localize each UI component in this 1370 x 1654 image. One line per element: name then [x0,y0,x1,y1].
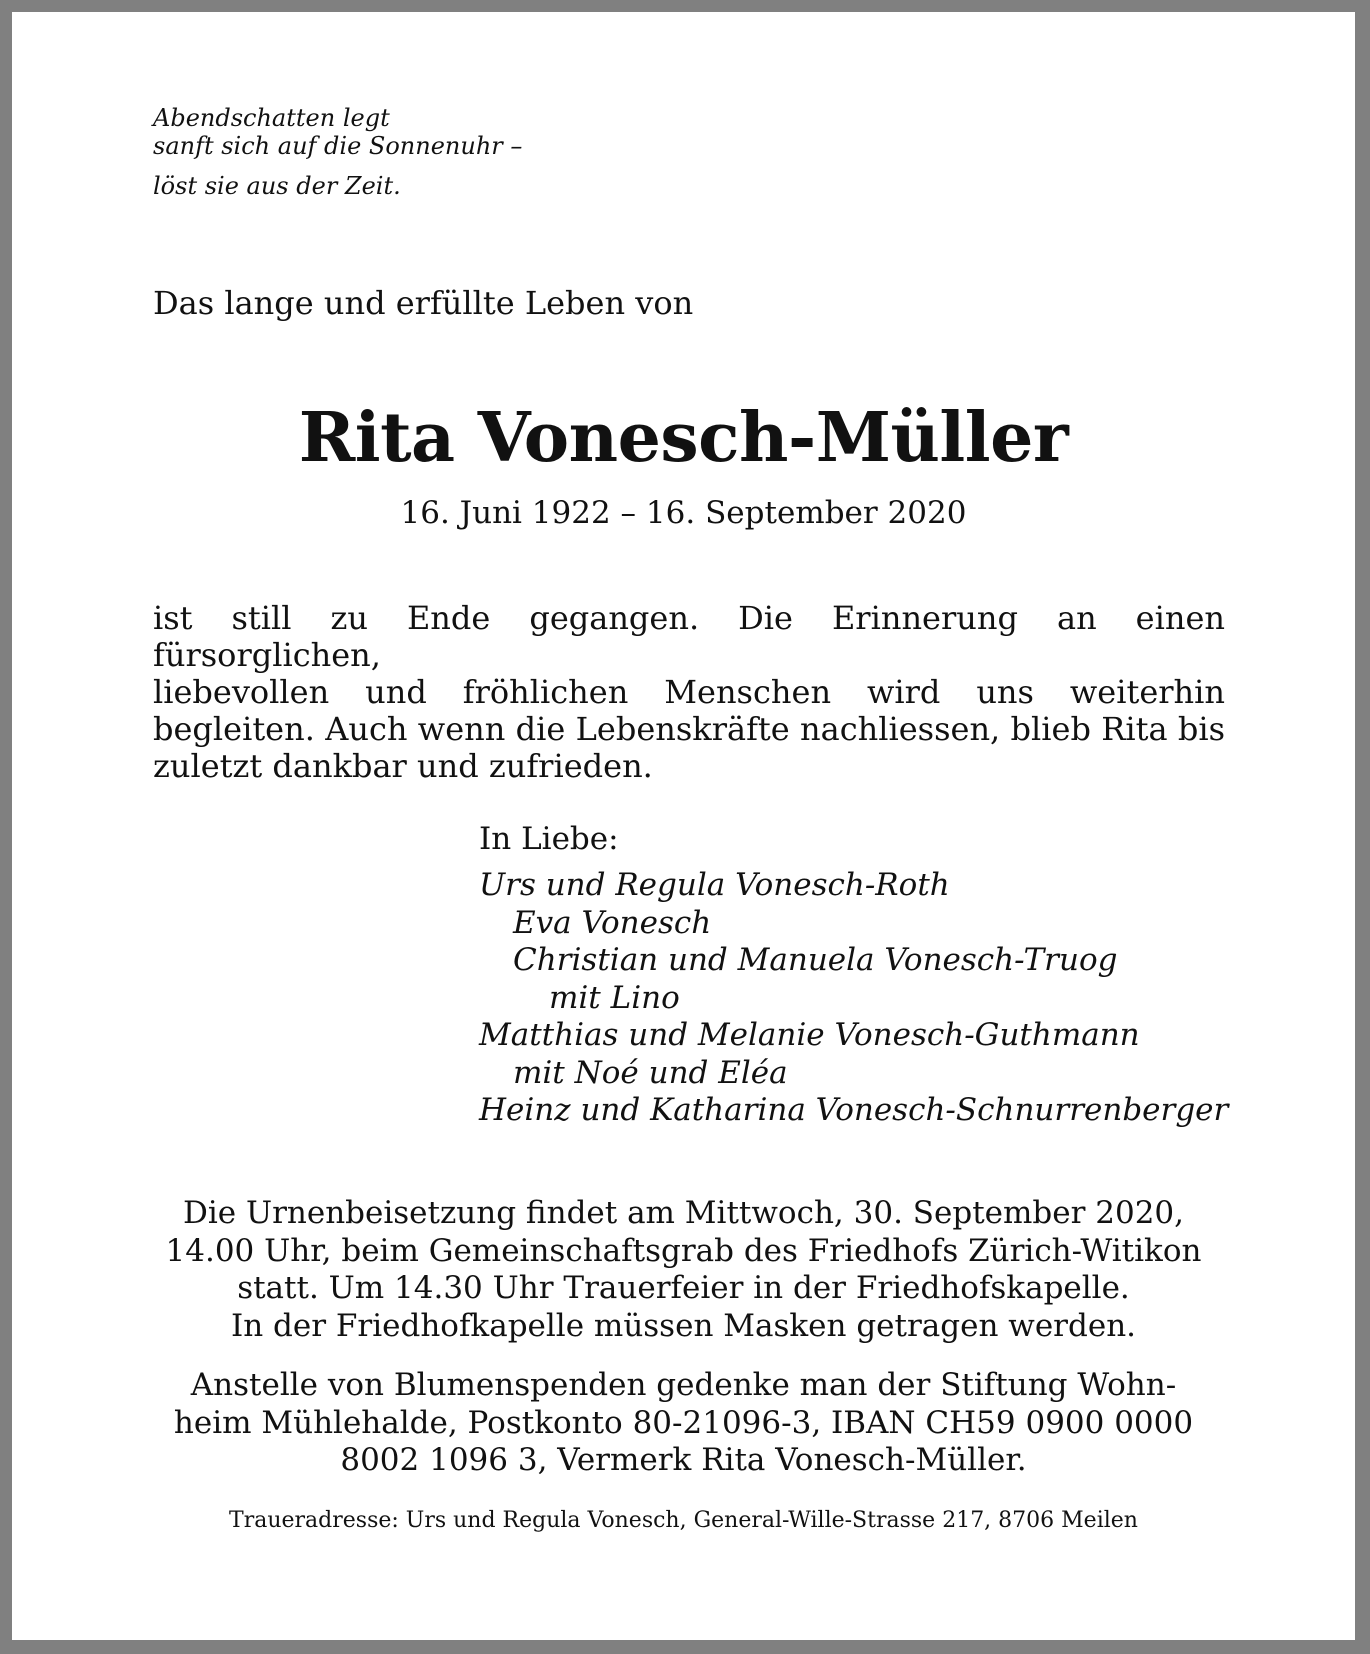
obituary-text-line: ist still zu Ende gegangen. Die Erinnerung an einen fürsorglichen, [153,599,1225,674]
mourner-entry: Matthias und Melanie Vonesch-Guthmann [479,1017,1140,1053]
obituary-text [153,600,1225,785]
obituary-page [12,12,1355,1640]
ceremony-line: statt. Um 14.30 Uhr Trauerfeier in der Friedhofskapelle. [237,1270,1130,1306]
mourning-address: Traueradresse: Urs und Regula Vonesch, General-Wille-Strasse 217, 8706 Meilen [229,1508,1138,1533]
ceremony-line: Die Urnenbeisetzung findet am Mittwoch, 30. September 2020, [182,1195,1185,1231]
donation-line: heim Mühlehalde, Postkonto 80-21096-3, IBAN CH59 0900 0000 [173,1404,1194,1441]
donation-line: Anstelle von Blumenspenden gedenke man der Stiftung Wohn- [190,1367,1177,1403]
ceremony-notice [12,1195,1355,1345]
poem-line: Abendschatten legt [153,104,390,132]
mourner-entry: mit Noé und Eléa [513,1054,788,1091]
poem-line: löst sie aus der Zeit. [153,172,401,200]
mourner-entry: mit Lino [549,979,680,1016]
life-dates: 16. Juni 1922 – 16. September 2020 [400,495,967,531]
donation-notice [12,1367,1355,1480]
donation-line: 8002 1096 3, Vermerk Rita Vonesch-Müller. [340,1442,1027,1478]
poem [153,104,522,200]
ceremony-line: In der Friedhofkapelle müssen Masken getragen werden. [230,1307,1137,1344]
mourner-entry: Urs und Regula Vonesch-Roth [479,867,950,903]
obituary-text-line: liebevollen und fröhlichen Menschen wird uns weiterhin [153,673,1225,711]
obituary-text-line: begleiten. Auch wenn die Lebenskräfte nachliessen, blieb Rita bis [153,710,1225,748]
mourner-entry: Christian und Manuela Vonesch-Truog [513,942,1118,978]
mourner-entry: Eva Vonesch [513,904,712,941]
deceased-name: Rita Vonesch-Müller [298,398,1069,478]
mourners-list [479,867,1228,1130]
obituary-text-line: zuletzt dankbar und zufrieden. [153,747,653,785]
mourner-entry: Heinz und Katharina Vonesch-Schnurrenberger [479,1092,1229,1128]
intro-text: Das lange und erfüllte Leben von [153,284,694,322]
ceremony-line: 14.00 Uhr, beim Gemeinschaftsgrab des Friedhofs Zürich-Witikon [165,1232,1202,1269]
poem-line: sanft sich auf die Sonnenuhr – [153,132,523,160]
mourners-heading: In Liebe: [479,821,619,857]
